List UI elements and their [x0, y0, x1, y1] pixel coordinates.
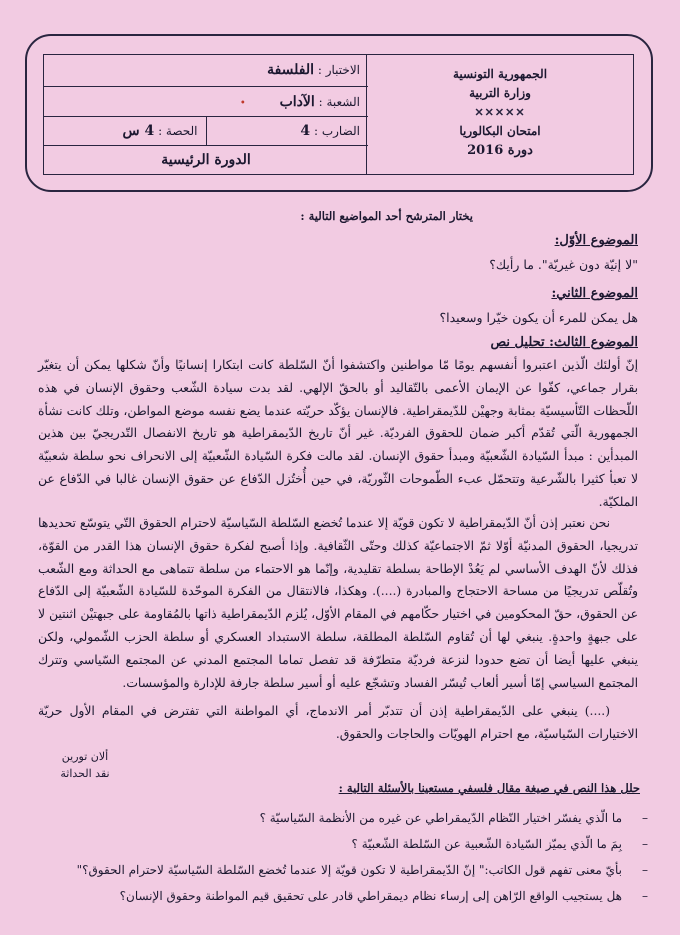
topic1-heading: الموضوع الأوّل: — [554, 233, 638, 248]
citation — [50, 748, 120, 782]
header-institution — [366, 55, 633, 174]
ministry-name: وزارة التربية — [469, 86, 531, 100]
duration-cell — [44, 117, 207, 145]
duration-label: الحصة : — [158, 124, 198, 138]
coef-cell — [207, 117, 369, 145]
topic3-subtitle: تحليل نص — [490, 335, 545, 350]
coef-duration-row — [44, 117, 368, 146]
coef-value: 4 — [300, 123, 311, 139]
topic1-question: "لا إنيّة دون غيريّة". ما رأيك؟ — [489, 257, 638, 272]
country-name: الجمهورية التونسية — [452, 67, 548, 81]
guiding-questions — [40, 808, 650, 912]
subject-label: الاختبار : — [317, 63, 360, 77]
guiding-question: – ما الّذي يفسّر اختيار النّظام الدّيمقراطي عن غيره من الأنظمة السّياسيّة ؟ — [40, 808, 650, 834]
instructions: يختار المترشح أحد المواضيع التالية : — [300, 209, 473, 223]
topic3-heading — [490, 334, 638, 351]
topic2-question: هل يمكن للمرء أن يكون خيّرا وسعيدا؟ — [439, 310, 638, 325]
guiding-question: – بأيّ معنى تفهم قول الكاتب:" إنّ الدّيمقراطية لا تكون قويّة إلا عندما تُخضع السّلطة السّياسيّة لاحترام الحقوق؟" — [40, 860, 650, 886]
source-title: نقد الحداثة — [60, 767, 110, 780]
session-row: الدورة الرئيسية — [161, 152, 251, 168]
exam-year: دورة 2016 — [467, 143, 533, 158]
subject-value: الفلسفة — [267, 62, 315, 78]
exam-name: امتحان البكالوريا — [459, 124, 541, 138]
duration-value: 4 س — [122, 123, 155, 139]
coef-label: الضارب : — [313, 124, 360, 138]
text-paragraph-2: نحن نعتبر إذن أنّ الدّيمقراطية لا تكون قويّة إلا عندما تُخضع السّلطة السّياسيّة لاحترام الحقوق التّي يتوسّع تحديدها تدريجيا، الحقوق المدنيّة أوّلا ثمّ الاجتماعيّة كذلك وحتّى الثّقافية. وإذا أصبح لفكرة حقوق الإنسان هذا القدر من القوّة، فذلك لأنّ الهدف الأساسي لم يَعُدْ الإطاحة بسلطة تقليدية، وإنّما هو الاحتماء من سلطة تتماهى مع الحداثة ومع الشّعب وتُقلّص تدريجيًا من مساحة الاحتجاج والمبادرة (....). وهكذا، فالانتقال من الفكرة الموحّدة للسّيادة الشّعبيّة إلى الدّفاع عن الحقوق، حقّ المحكومين في اختيار حكّامهم في المقام الأوّل، يُلزم الدّيمقراطية ذاتها بالمُقاومة على جبهتيْن اثنتين لا على جبهةٍ واحدةٍ. ينبغي لها أن تُقاوم السّلطة المطلقة، سلطة الاستبداد العسكري أو سلطة الحزب الشّمولي، ولكن ينبغي عليها أيضا أن تضع حدودا لنزعة فرديّة متطرّفة قد تفصل تماما المجتمع المدني عن المجتمع السّياسي وتترك المجتمع السياسي إمّا أسير ألعاب تُيسّر الفساد وتشجّع عليه أو أسير سلطة جارفة للإدارة والمؤسسات. — [38, 516, 638, 690]
text-paragraph-1: إنّ أولئك الّذين اعتبروا أنفسهم يومًا مّا مواطنين واكتشفوا أنّ السّلطة كانت ابتكارا إنسانيًا وأنّ شكلها يمكن أن يتغيّر بقرار جماعي، كفّوا عن الإيمان الأعمى بالتّقاليد أو بالحقّ الإلهي. لقد بدت سيادة الشّعب وحقوق الإنسان في هذه اللّحظات التّأسيسيّة بمثابة وجهيْن للدّيمقراطية. فالإنسان يؤكّد حريّته عندما يضع نفسه موضع المواطن، وتلك كانت نشأة الجمهورية الّتي تُقدّم أكبر ضمان للحقوق الفرديّة. غير أنّ تاريخ الدّيمقراطية هو تاريخ الانفصال التّدريجيّ بين هذين المبدأين : مبدأ السّيادة الشّعبيّة ومبدأ حقوق الإنسان. لقد مالت فكرة السّيادة الشّعبيّة إلى الانحراف نحو سلطة شعبيّة لا تعبأ كثيرا بالشّرعية وتتحمّل عبء الطّموحات الثّوريّة، في حين أُختُزل الدّفاع عن حقوق الإنسان غالبا في الدّفاع عن الملكيّة. — [38, 358, 638, 509]
header-details — [44, 55, 368, 174]
branch-row — [44, 87, 368, 117]
branch-label: الشعبة : — [318, 95, 360, 109]
topic3-title: الموضوع الثالث: — [549, 335, 638, 350]
ink-mark: • — [239, 98, 246, 109]
header-table — [43, 54, 634, 175]
guiding-question: – بِمَ ما الّذي يميّز السّيادة الشّعبية عن السّلطة الشّعبيّة ؟ — [40, 834, 650, 860]
text-paragraph-3: (....) ينبغي على الدّيمقراطية إذن أن تتدبّر أمر الاندماج، أي المواطنة التي تفترض في المقام الأول حريّة الاختيارات السّياسيّة، مع احترام الهويّات والحاجات والحقوق. — [38, 704, 638, 741]
guiding-question: – هل يستجيب الواقع الرّاهن إلى إرساء نظام ديمقراطي قادر على تحقيق قيم المواطنة وحقوق الإنسان؟ — [40, 886, 650, 912]
topic2-heading: الموضوع الثاني: — [551, 286, 638, 301]
task-instruction: حلل هذا النص في صيغة مقال فلسفي مستعينا بالأسئلة التالية : — [338, 781, 640, 795]
branch-value: الآداب — [279, 94, 315, 110]
author-name: ألان تورين — [61, 750, 109, 763]
ornament-divider: ✕✕✕✕✕ — [474, 106, 526, 119]
subject-row — [44, 55, 368, 87]
